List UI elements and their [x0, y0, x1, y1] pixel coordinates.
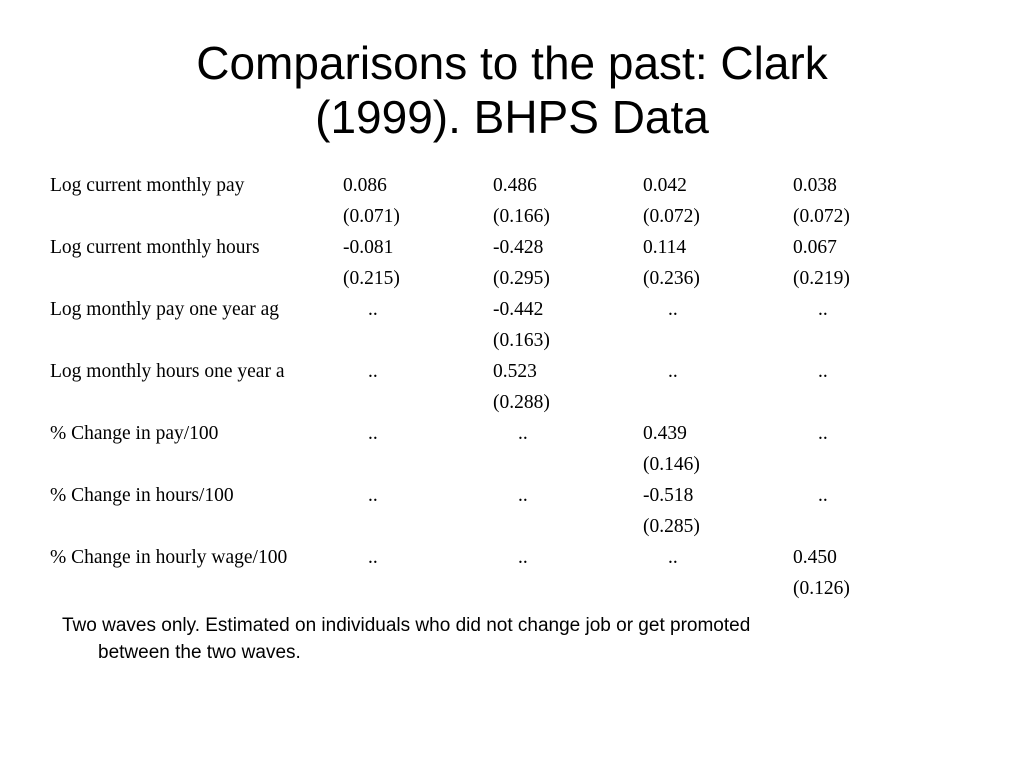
- row-label: Log monthly hours one year a: [50, 361, 285, 382]
- footnote-line-1: Two waves only. Estimated on individuals who did not change job or get promoted: [62, 615, 751, 636]
- row-label: % Change in pay/100: [50, 423, 219, 444]
- coefficient-cell: ..: [518, 547, 528, 568]
- coefficient-cell: 0.439: [643, 423, 687, 444]
- standard-error-cell: (0.163): [493, 330, 550, 351]
- row-label: Log monthly pay one year ag: [50, 299, 280, 320]
- coefficient-cell: 0.086: [343, 175, 387, 196]
- coefficient-cell: 0.067: [793, 237, 837, 258]
- coefficient-cell: ..: [368, 423, 378, 444]
- table-row-standard-errors: [0, 573, 1024, 604]
- table-row: [0, 480, 1024, 511]
- table-row-standard-errors: [0, 201, 1024, 232]
- coefficient-cell: 0.038: [793, 175, 837, 196]
- footnote: [62, 612, 922, 666]
- footnote-line-2: between the two waves.: [98, 642, 301, 663]
- standard-error-cell: (0.236): [643, 268, 700, 289]
- coefficient-cell: ..: [818, 423, 828, 444]
- coefficient-cell: ..: [368, 361, 378, 382]
- coefficient-cell: ..: [518, 423, 528, 444]
- standard-error-cell: (0.071): [343, 206, 400, 227]
- standard-error-cell: (0.126): [793, 578, 850, 599]
- coefficient-cell: 0.450: [793, 547, 837, 568]
- row-label: Log current monthly pay: [50, 175, 245, 196]
- standard-error-cell: (0.295): [493, 268, 550, 289]
- coefficient-cell: ..: [818, 485, 828, 506]
- table-row: [0, 294, 1024, 325]
- table-row: [0, 418, 1024, 449]
- slide-title-line-1: Comparisons to the past: Clark: [196, 37, 828, 89]
- standard-error-cell: (0.219): [793, 268, 850, 289]
- table-row: [0, 356, 1024, 387]
- coefficient-cell: ..: [368, 485, 378, 506]
- standard-error-cell: (0.285): [643, 516, 700, 537]
- coefficient-cell: 0.523: [493, 361, 537, 382]
- row-label: Log current monthly hours: [50, 237, 260, 258]
- coefficient-cell: -0.081: [343, 237, 394, 258]
- coefficient-cell: ..: [818, 361, 828, 382]
- table-row-standard-errors: [0, 325, 1024, 356]
- coefficient-cell: ..: [518, 485, 528, 506]
- coefficient-cell: ..: [668, 547, 678, 568]
- table-row-standard-errors: [0, 263, 1024, 294]
- slide-title-line-2: (1999). BHPS Data: [315, 91, 709, 143]
- standard-error-cell: (0.072): [643, 206, 700, 227]
- coefficient-cell: -0.428: [493, 237, 544, 258]
- standard-error-cell: (0.288): [493, 392, 550, 413]
- table-row-standard-errors: [0, 449, 1024, 480]
- table-row: [0, 170, 1024, 201]
- table-row: [0, 542, 1024, 573]
- standard-error-cell: (0.072): [793, 206, 850, 227]
- standard-error-cell: (0.146): [643, 454, 700, 475]
- table-row-standard-errors: [0, 387, 1024, 418]
- standard-error-cell: (0.215): [343, 268, 400, 289]
- coefficient-cell: -0.442: [493, 299, 544, 320]
- table-row: [0, 232, 1024, 263]
- row-label: % Change in hours/100: [50, 485, 234, 506]
- row-label: % Change in hourly wage/100: [50, 547, 288, 568]
- coefficient-cell: ..: [818, 299, 828, 320]
- coefficient-cell: 0.042: [643, 175, 687, 196]
- table-row-standard-errors: [0, 511, 1024, 542]
- coefficient-cell: ..: [668, 299, 678, 320]
- coefficient-cell: ..: [368, 299, 378, 320]
- coefficient-cell: 0.486: [493, 175, 537, 196]
- regression-table: [0, 170, 1024, 610]
- coefficient-cell: -0.518: [643, 485, 694, 506]
- coefficient-cell: ..: [668, 361, 678, 382]
- coefficient-cell: ..: [368, 547, 378, 568]
- slide-title: [0, 36, 1024, 144]
- coefficient-cell: 0.114: [643, 237, 687, 258]
- standard-error-cell: (0.166): [493, 206, 550, 227]
